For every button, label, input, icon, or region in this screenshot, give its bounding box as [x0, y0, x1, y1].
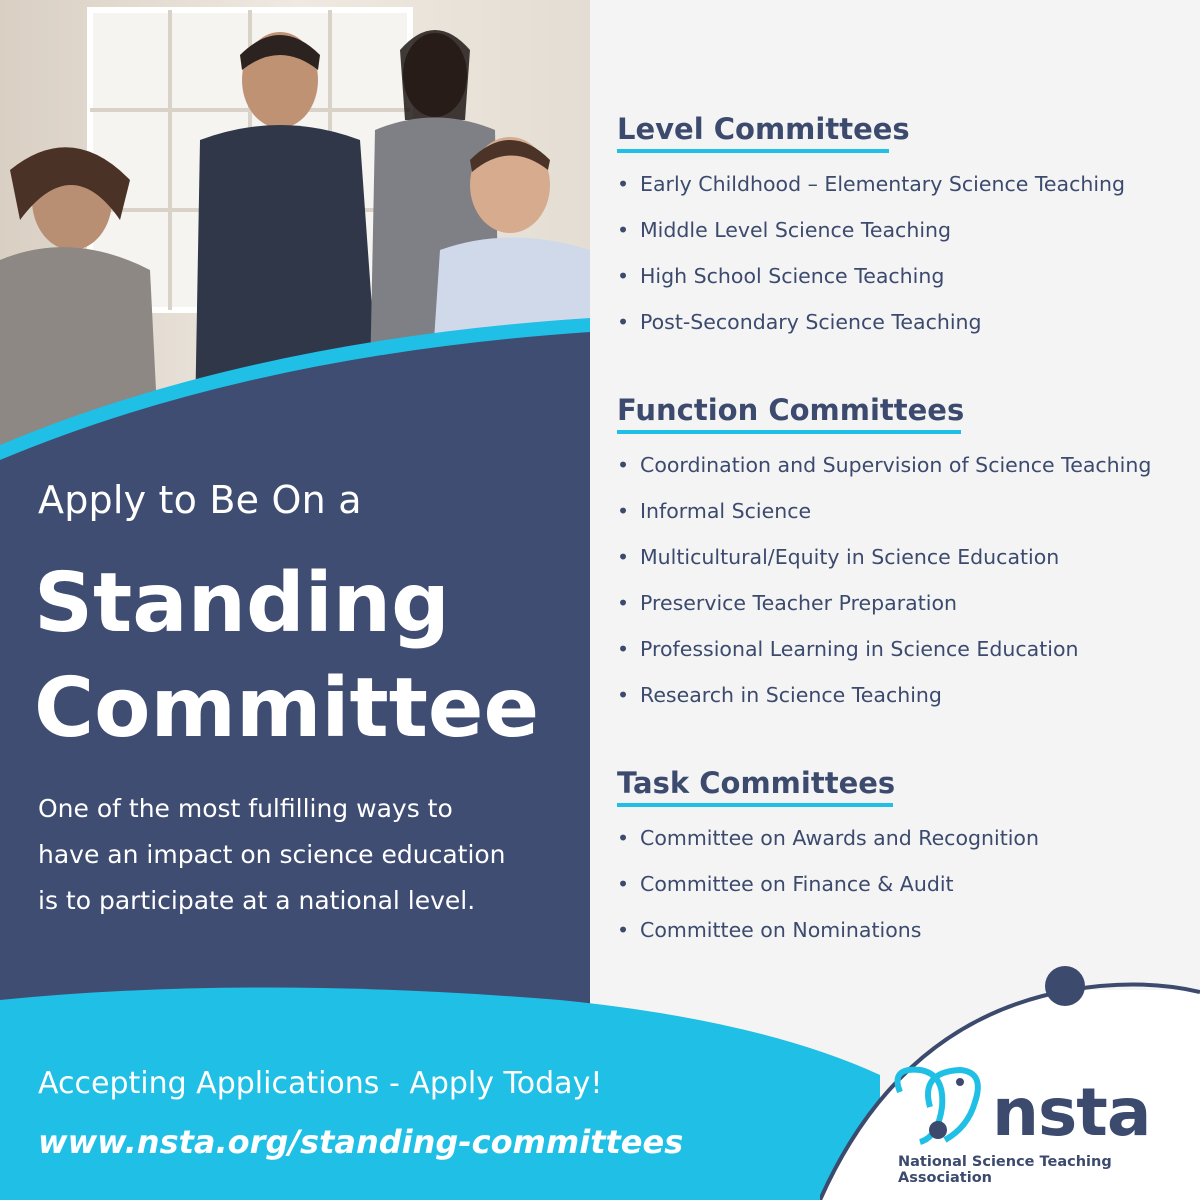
- arc-node-icon: [1045, 966, 1085, 1006]
- bullet-icon: •: [617, 172, 630, 196]
- committee-list: [617, 815, 1039, 953]
- bullet-icon: •: [617, 264, 630, 288]
- section-function-committees: [617, 392, 1151, 718]
- list-item: • Coordination and Supervision of Science Teaching: [617, 442, 1151, 488]
- nsta-wordmark: nsta: [992, 1074, 1151, 1151]
- list-item: • Preservice Teacher Preparation: [617, 580, 1151, 626]
- list-item: • High School Science Teaching: [617, 253, 1125, 299]
- bullet-icon: •: [617, 453, 630, 477]
- bullet-icon: •: [617, 545, 630, 569]
- nsta-tagline: National Science Teaching Association: [898, 1154, 1112, 1186]
- bullet-icon: •: [617, 310, 630, 334]
- list-item: • Committee on Finance & Audit: [617, 861, 1039, 907]
- nsta-atom-icon: [890, 1062, 990, 1152]
- bullet-icon: •: [617, 872, 630, 896]
- committee-list: [617, 442, 1151, 718]
- intro-paragraph: [38, 786, 558, 924]
- list-item: • Professional Learning in Science Education: [617, 626, 1151, 672]
- section-level-committees: [617, 111, 1125, 345]
- bullet-icon: •: [617, 683, 630, 707]
- cta-heading: Accepting Applications - Apply Today!: [38, 1066, 603, 1101]
- section-title: Level Committees: [617, 112, 910, 146]
- section-underline: [617, 149, 889, 153]
- bullet-icon: •: [617, 499, 630, 523]
- list-item: • Post-Secondary Science Teaching: [617, 299, 1125, 345]
- bullet-icon: •: [617, 826, 630, 850]
- section-underline: [617, 430, 961, 434]
- headline-small: Apply to Be On a: [38, 478, 362, 522]
- bullet-icon: •: [617, 637, 630, 661]
- bullet-icon: •: [617, 218, 630, 242]
- section-title: Function Committees: [617, 393, 965, 427]
- committee-list: [617, 161, 1125, 345]
- headline-committee: Committee: [34, 661, 540, 756]
- intro-line: is to participate at a national level.: [38, 886, 476, 915]
- list-item: • Informal Science: [617, 488, 1151, 534]
- intro-line: One of the most fulfilling ways to: [38, 794, 453, 823]
- list-item: • Research in Science Teaching: [617, 672, 1151, 718]
- bullet-icon: •: [617, 918, 630, 942]
- bullet-icon: •: [617, 591, 630, 615]
- headline-standing: Standing: [34, 556, 450, 651]
- list-item: • Committee on Nominations: [617, 907, 1039, 953]
- list-item: • Middle Level Science Teaching: [617, 207, 1125, 253]
- list-item: • Early Childhood – Elementary Science Teaching: [617, 161, 1125, 207]
- section-underline: [617, 803, 893, 807]
- section-title: Task Committees: [617, 766, 896, 800]
- photo-curve: [0, 300, 590, 480]
- cta-url-link[interactable]: www.nsta.org/standing-committees: [38, 1123, 684, 1161]
- section-task-committees: [617, 765, 1039, 953]
- list-item: • Multicultural/Equity in Science Education: [617, 534, 1151, 580]
- intro-line: have an impact on science education: [38, 840, 506, 869]
- list-item: • Committee on Awards and Recognition: [617, 815, 1039, 861]
